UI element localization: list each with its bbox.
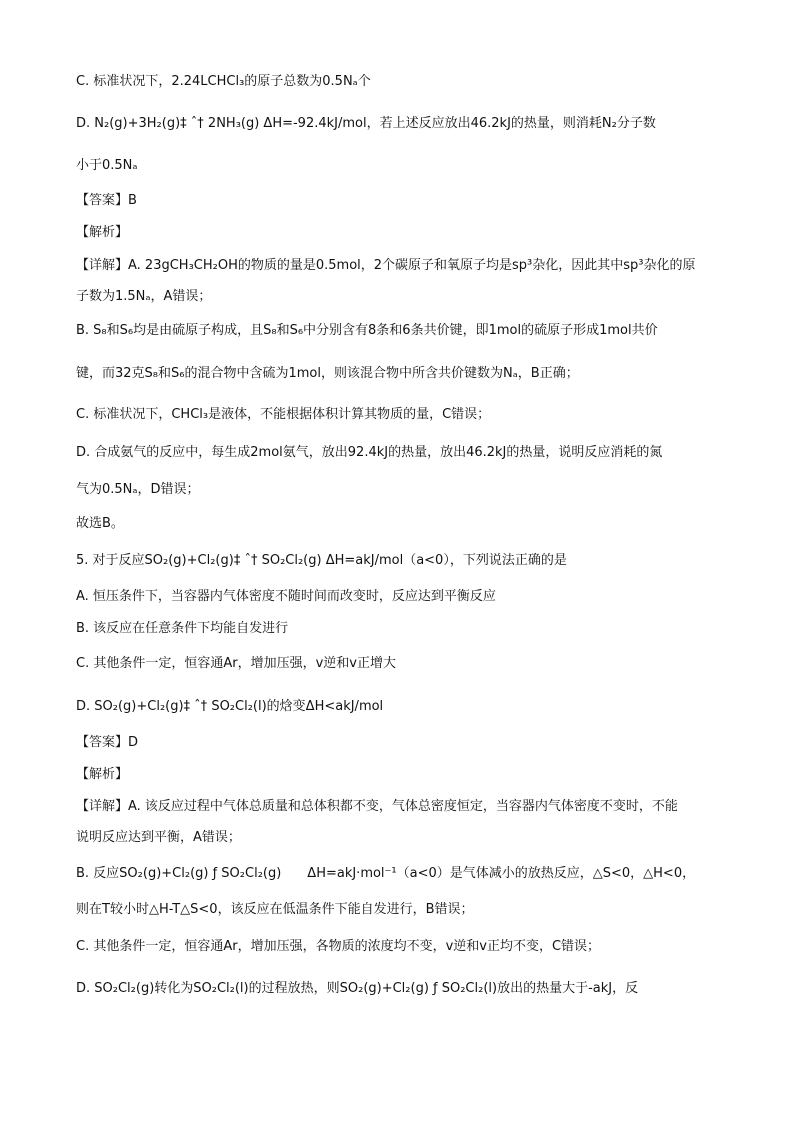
option-d-prev-line2: 小于0.5Nₐ bbox=[76, 158, 138, 173]
detail-1-line-a: 【详解】A. 23gCH₃CH₂OH的物质的量是0.5mol，2个碳原子和氧原子均是sp³杂化，因此其中sp³杂化的原 bbox=[76, 258, 696, 273]
question-5-option-d: D. SO₂(g)+Cl₂(g)‡ ˆ† SO₂Cl₂(l)的焓变ΔH<akJ/mol bbox=[76, 699, 384, 714]
detail-1-line-g: 气为0.5Nₐ，D错误； bbox=[76, 482, 200, 497]
detail-2-line-f: D. SO₂Cl₂(g)转化为SO₂Cl₂(l)的过程放热，则SO₂(g)+Cl₂(g) ƒ SO₂Cl₂(l)放出的热量大于-akJ，反 bbox=[76, 981, 639, 996]
detail-2-line-c: B. 反应SO₂(g)+Cl₂(g) ƒ SO₂Cl₂(g) ΔH=akJ·mol⁻¹（a<0）是气体减小的放热反应，△S<0，△H<0， bbox=[76, 866, 696, 881]
detail-1-line-e: C. 标准状况下，CHCl₃是液体，不能根据体积计算其物质的量，C错误； bbox=[76, 407, 491, 422]
detail-1-line-c: B. S₈和S₆均是由硫原子构成，且S₈和S₆中分别含有8条和6条共价键，即1mol的硫原子形成1mol共价 bbox=[76, 323, 658, 338]
detail-1-line-d: 键，而32克S₈和S₆的混合物中含硫为1mol，则该混合物中所含共价键数为Nₐ，B正确； bbox=[76, 366, 579, 381]
detail-1-line-f: D. 合成氨气的反应中，每生成2mol氨气，放出92.4kJ的热量，放出46.2kJ的热量，说明反应消耗的氮 bbox=[76, 445, 663, 460]
option-c-prev: C. 标准状况下，2.24LCHCl₃的原子总数为0.5Nₐ个 bbox=[76, 74, 371, 89]
answer-label-2: 【答案】D bbox=[76, 735, 139, 750]
analysis-label-2: 【解析】 bbox=[76, 767, 129, 782]
question-5-stem: 5. 对于反应SO₂(g)+Cl₂(g)‡ ˆ† SO₂Cl₂(g) ΔH=akJ/mol（a<0），下列说法正确的是 bbox=[76, 553, 567, 568]
question-5-option-c: C. 其他条件一定，恒容通Ar，增加压强，v逆和v正增大 bbox=[76, 656, 396, 671]
detail-2-line-b: 说明反应达到平衡，A错误； bbox=[76, 830, 241, 845]
question-5-option-b: B. 该反应在任意条件下均能自发进行 bbox=[76, 621, 289, 636]
answer-label-1: 【答案】B bbox=[76, 193, 137, 208]
question-5-option-a: A. 恒压条件下，当容器内气体密度不随时间而改变时，反应达到平衡反应 bbox=[76, 589, 496, 604]
detail-2-line-a: 【详解】A. 该反应过程中气体总质量和总体积都不变，气体总密度恒定，当容器内气体密度不变时，不能 bbox=[76, 799, 678, 814]
detail-2-line-d: 则在T较小时△H-T△S<0，该反应在低温条件下能自发进行，B错误； bbox=[76, 902, 474, 917]
analysis-label-1: 【解析】 bbox=[76, 225, 129, 240]
conclusion-1: 故选B。 bbox=[76, 516, 124, 531]
option-d-prev-line1: D. N₂(g)+3H₂(g)‡ ˆ† 2NH₃(g) ΔH=-92.4kJ/mol，若上述反应放出46.2kJ的热量，则消耗N₂分子数 bbox=[76, 116, 656, 131]
detail-2-line-e: C. 其他条件一定，恒容通Ar，增加压强，各物质的浓度均不变，v逆和v正均不变，C错误； bbox=[76, 939, 601, 954]
detail-1-line-b: 子数为1.5Nₐ，A错误； bbox=[76, 289, 212, 304]
